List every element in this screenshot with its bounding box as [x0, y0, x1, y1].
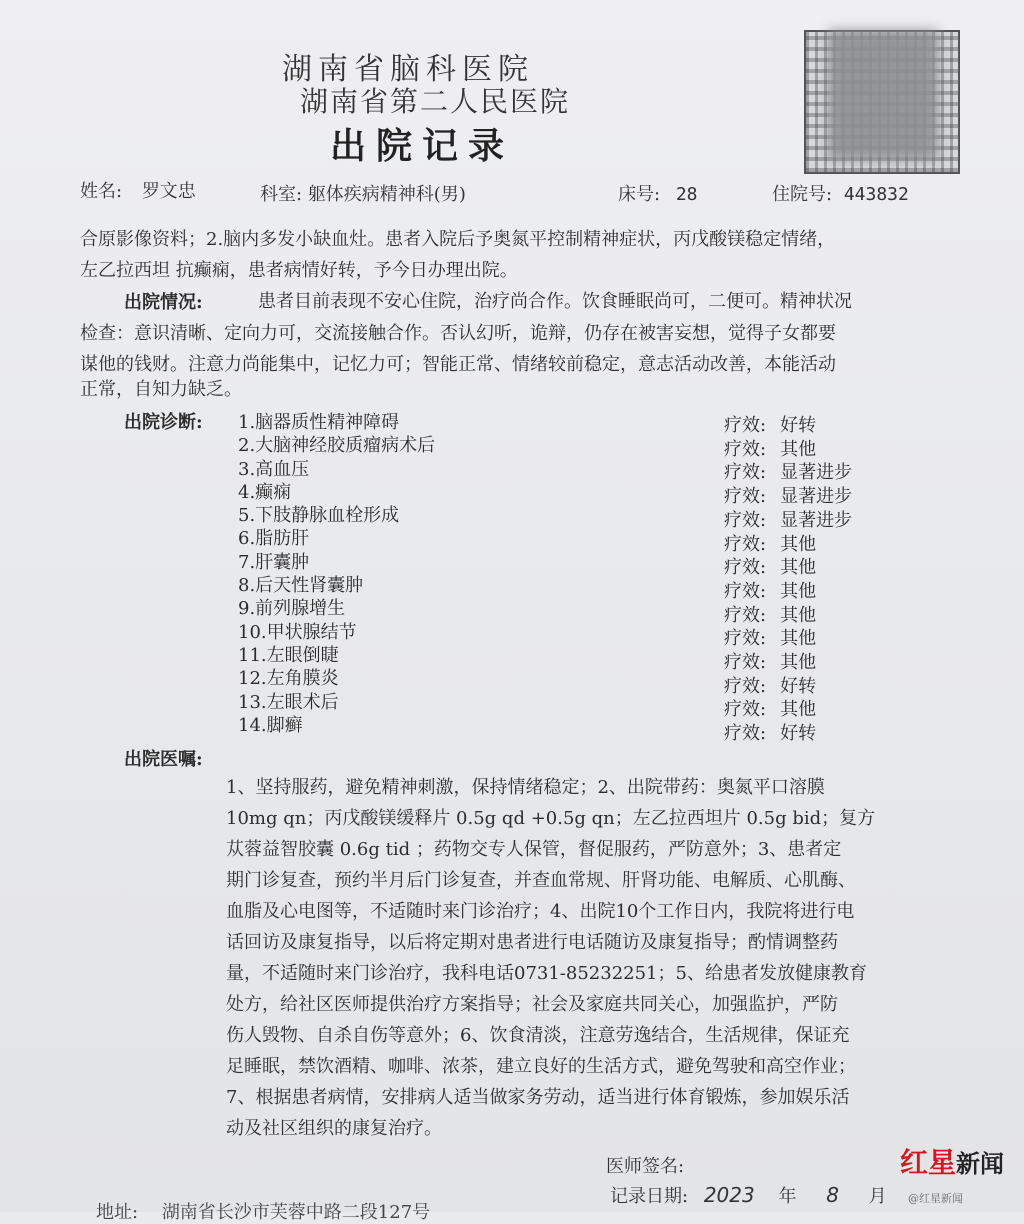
discharge-status-line-4: 正常，自知力缺乏。 — [80, 379, 242, 400]
effect-label: 疗效: — [724, 486, 767, 508]
bed-label: 床号: — [618, 184, 661, 205]
advice-text — [226, 772, 875, 1144]
diagnosis-effect — [724, 722, 852, 746]
qr-code-blur — [828, 30, 938, 160]
diagnosis-effect — [724, 414, 852, 438]
watermark-logo — [900, 1148, 1004, 1179]
effect-label: 疗效: — [724, 723, 767, 745]
intro-line-1: 合原影像资料；2.脑内多发小缺血灶。患者入院后予奥氮平控制精神症状，丙戊酸镁稳定情绪， — [80, 229, 836, 250]
diagnosis-effect — [724, 533, 852, 557]
logo-red-text: 红星 — [900, 1146, 957, 1179]
diagnosis-effect — [724, 485, 852, 509]
diagnosis-item: 5.下肢静脉血栓形成 — [238, 505, 400, 527]
advice-label: 出院医嘱: — [124, 749, 203, 770]
diagnosis-item: 4.癫痫 — [238, 481, 292, 503]
advice-line: 10mg qn；丙戊酸镁缓释片 0.5g qd +0.5g qn；左乙拉西坦片 0.5g bid；复方 — [226, 808, 876, 829]
advice-line: 量，不适随时来门诊治疗，我科电话0731-85232251；5、给患者发放健康教育 — [226, 963, 867, 984]
year-unit: 年 — [778, 1186, 797, 1207]
advice-line: 伤人毁物、自杀自伤等意外；6、饮食清淡，注意劳逸结合，生活规律，保证充 — [226, 1025, 850, 1046]
discharge-status-line-2: 检查：意识清晰、定向力可，交流接触合作。否认幻听，诡辩，仍存在被害妄想，觉得子女都要 — [80, 323, 836, 344]
inpatient-label: 住院号: — [772, 184, 833, 205]
bed-number: 28 — [675, 184, 698, 205]
advice-line: 期门诊复查，预约半月后门诊复查，并查血常规、肝肾功能、电解质、心肌酶、 — [226, 870, 856, 891]
hospital-name-2: 湖南省第二人民医院 — [300, 85, 571, 118]
address-line — [96, 1198, 430, 1224]
advice-line: 1、坚持服药，避免精神刺激，保持情绪稳定；2、出院带药：奥氮平口溶膜 — [226, 777, 825, 798]
diagnosis-effect — [724, 461, 852, 485]
effect-label: 疗效: — [724, 604, 767, 626]
effect-value: 其他 — [780, 628, 817, 650]
effect-value: 其他 — [780, 699, 817, 721]
record-month: 8 — [826, 1183, 839, 1207]
effect-value: 其他 — [780, 557, 817, 579]
page-title: 出院记录 — [330, 125, 515, 167]
advice-line: 血脂及心电图等，不适随时来门诊治疗；4、出院10个工作日内，我院将进行电 — [226, 901, 855, 922]
diagnosis-item: 2.大脑神经胶质瘤病术后 — [238, 435, 436, 457]
dept-label: 科室: — [260, 184, 303, 205]
effect-label: 疗效: — [724, 580, 767, 602]
effect-label: 疗效: — [724, 628, 767, 650]
diagnosis-item: 9.前列腺增生 — [238, 598, 346, 620]
record-year: 2023 — [703, 1183, 755, 1207]
diagnosis-effect — [724, 556, 852, 580]
diagnosis-item: 11.左眼倒睫 — [238, 644, 339, 666]
diagnosis-item: 1.脑器质性精神障碍 — [238, 412, 400, 433]
inpatient-number: 443832 — [843, 184, 909, 205]
effect-list — [724, 414, 852, 746]
intro-line-2: 左乙拉西坦 抗癫痫，患者病情好转，予今日办理出院。 — [80, 260, 518, 281]
discharge-status-line-3: 谋他的钱财。注意力尚能集中，记忆力可；智能正常、情绪较前稳定，意志活动改善，本能活动 — [80, 354, 836, 375]
diagnosis-effect — [724, 675, 852, 699]
discharge-status-line-1: 患者目前表现不安心住院，治疗尚合作。饮食睡眠尚可，二便可。精神状况 — [258, 291, 852, 312]
effect-value: 显著进步 — [780, 462, 853, 484]
address-label: 地址: — [96, 1202, 139, 1223]
effect-value: 其他 — [780, 438, 817, 460]
watermark-sub: @红星新闻 — [908, 1192, 963, 1205]
address-text: 湖南省长沙市芙蓉中路二段127号 — [161, 1202, 431, 1223]
effect-value: 好转 — [780, 675, 817, 697]
effect-value: 其他 — [780, 604, 817, 626]
discharge-status-label: 出院情况: — [124, 292, 203, 313]
diagnosis-effect — [724, 604, 852, 628]
effect-label: 疗效: — [724, 533, 767, 555]
advice-line: 话回访及康复指导，以后将定期对患者进行电话随访及康复指导；酌情调整药 — [226, 932, 838, 953]
patient-name: 罗文忠 — [141, 181, 196, 202]
bed-field — [618, 180, 698, 206]
diagnosis-effect — [724, 627, 852, 651]
effect-label: 疗效: — [724, 415, 767, 436]
effect-label: 疗效: — [724, 509, 767, 531]
diagnosis-item: 14.脚癣 — [238, 714, 303, 736]
diagnosis-effect — [724, 509, 852, 533]
advice-line: 苁蓉益智胶囊 0.6g tid ；药物交专人保管，督促服药，严防意外；3、患者定 — [226, 839, 842, 860]
record-date-field — [610, 1182, 887, 1208]
diagnosis-item: 13.左眼术后 — [238, 691, 339, 713]
effect-value: 其他 — [780, 652, 817, 674]
diagnosis-effect — [724, 438, 852, 462]
advice-line: 处方，给社区医师提供治疗方案指导；社会及家庭共同关心，加强监护，严防 — [226, 994, 838, 1015]
advice-line: 7、根据患者病情，安排病人适当做家务劳动，适当进行体育锻炼，参加娱乐活 — [226, 1087, 850, 1108]
patient-name-field — [80, 177, 196, 203]
month-unit: 月 — [868, 1186, 887, 1207]
diagnosis-item: 6.脂肪肝 — [238, 528, 310, 550]
effect-label: 疗效: — [724, 438, 767, 460]
effect-label: 疗效: — [724, 675, 767, 697]
effect-value: 显著进步 — [780, 486, 853, 508]
department: 躯体疾病精神科(男) — [307, 184, 466, 205]
effect-label: 疗效: — [724, 652, 767, 674]
diagnosis-label: 出院诊断: — [124, 412, 203, 433]
logo-black-text: 新闻 — [956, 1149, 1005, 1178]
hospital-name-1: 湖南省脑科医院 — [282, 52, 534, 87]
diagnosis-item: 3.高血压 — [238, 458, 310, 480]
record-date-label: 记录日期: — [610, 1186, 689, 1207]
diagnosis-item: 7.肝囊肿 — [238, 551, 310, 573]
diagnosis-effect — [724, 651, 852, 675]
effect-label: 疗效: — [724, 462, 767, 484]
advice-line: 动及社区组织的康复治疗。 — [226, 1118, 442, 1139]
effect-label: 疗效: — [724, 699, 767, 721]
effect-value: 显著进步 — [780, 509, 853, 531]
diagnosis-item: 8.后天性肾囊肿 — [238, 575, 364, 597]
effect-label: 疗效: — [724, 557, 767, 579]
diagnosis-item: 12.左角膜炎 — [238, 668, 339, 690]
doctor-signature-label: 医师签名: — [606, 1156, 685, 1177]
diagnosis-item: 10.甲状腺结节 — [238, 621, 357, 643]
diagnosis-effect — [724, 698, 852, 722]
name-label: 姓名: — [80, 181, 123, 202]
effect-value: 好转 — [780, 415, 817, 436]
diagnosis-effect — [724, 580, 852, 604]
inpatient-field — [772, 180, 909, 206]
effect-value: 其他 — [780, 533, 817, 555]
effect-value: 好转 — [780, 723, 817, 745]
effect-value: 其他 — [780, 580, 817, 602]
department-field — [260, 180, 466, 206]
advice-line: 足睡眠，禁饮酒精、咖啡、浓茶，建立良好的生活方式，避免驾驶和高空作业； — [226, 1056, 856, 1077]
diagnosis-list — [238, 411, 435, 737]
